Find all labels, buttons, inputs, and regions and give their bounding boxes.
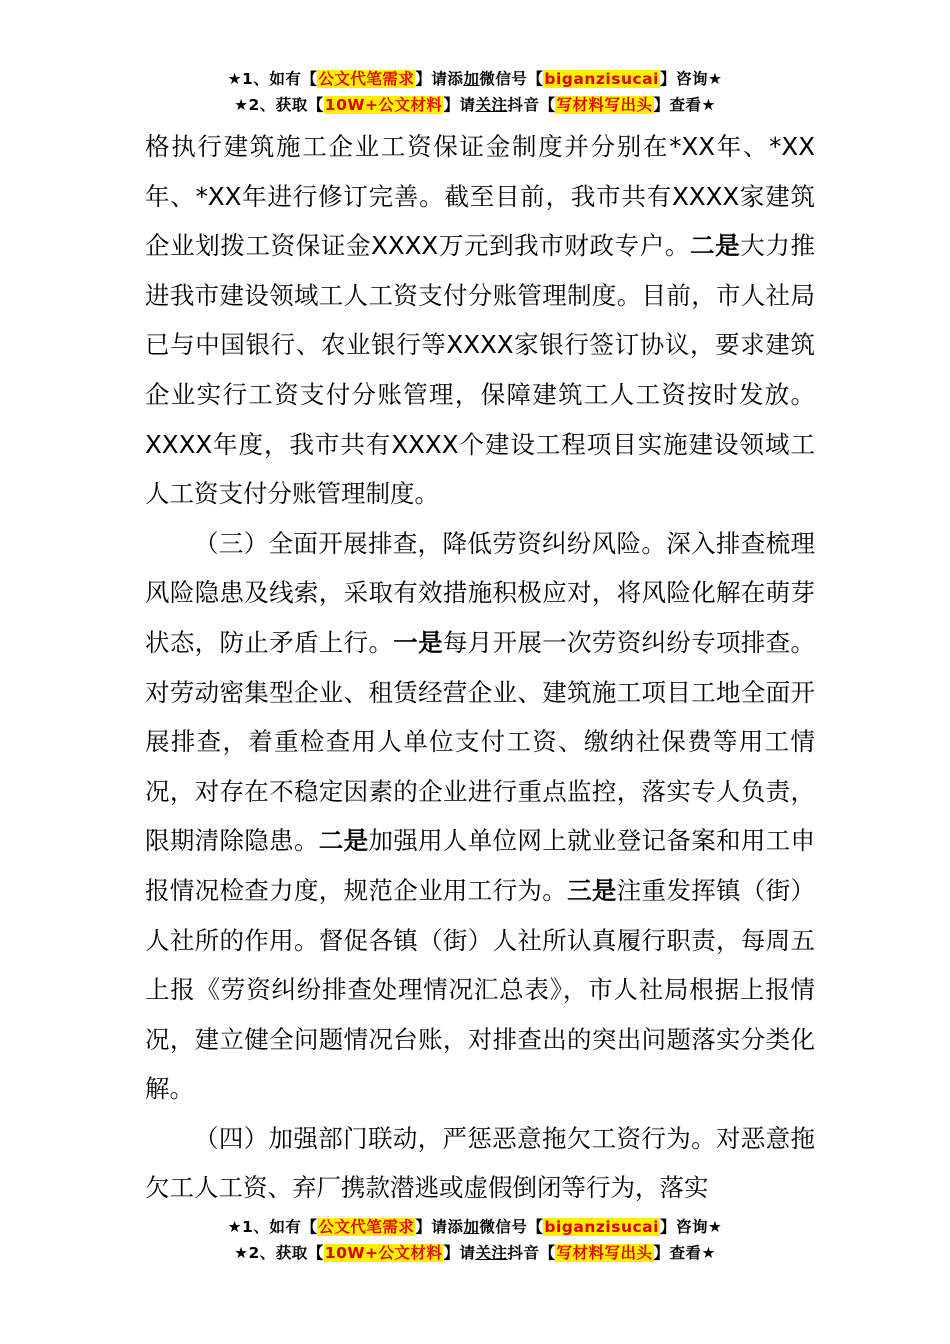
paragraph-2: （三）全面开展排查，降低劳资纠纷风险。深入排查梳理风险隐患及线索，采取有效措施积极应对，将风险化解在萌芽状态，防止矛盾上行。一是每月开展一次劳资纠纷专项排查。对劳动密集型企业、租赁经营企业、建筑施工项目工地全面开展排查，着重检查用人单位支付工资、缴纳社保费等用工情况，对存在不稳定因素的企业进行重点监控，落实专人负责，限期清除隐患。二是加强用人单位网上就业登记备案和用工申报情况检查力度，规范企业用工行为。三是注重发挥镇（街）人社所的作用。督促各镇（街）人社所认真履行职责，每周五上报《劳资纠纷排查处理情况汇总表》，市人社局根据上报情况，建立健全问题情况台账，对排查出的突出问题落实分类化解。 (145, 528, 816, 1104)
highlight-douyin-account: 写材料写出头 (556, 1244, 653, 1262)
highlight-wechat-id: biganzisucai (544, 1218, 659, 1236)
header-banner (0, 66, 950, 118)
banner-line-2: ★2、获取【10W+公文材料】请关注抖音【写材料写出头】查看★ (234, 96, 716, 114)
highlight-materials: 10W+公文材料 (324, 96, 443, 114)
highlight-writing-service: 公文代笔需求 (318, 1218, 415, 1236)
highlight-materials: 10W+公文材料 (324, 1244, 443, 1262)
paragraph-1: 格执行建筑施工企业工资保证金制度并分别在*XX年、*XX年、*XX年进行修订完善。截至目前，我市共有XXXX家建筑企业划拨工资保证金XXXX万元到我市财政专户。二是大力推进我市建设领域工人工资支付分账管理制度。目前，市人社局已与中国银行、农业银行等XXXX家银行签订协议，要求建筑企业实行工资支付分账管理，保障建筑工人工资按时发放。XXXX年度，我市共有XXXX个建设工程项目实施建设领域工人工资支付分账管理制度。 (145, 132, 816, 509)
footer-banner (0, 1214, 950, 1266)
highlight-douyin-account: 写材料写出头 (556, 96, 653, 114)
banner-line-2: ★2、获取【10W+公文材料】请关注抖音【写材料写出头】查看★ (234, 1244, 716, 1262)
banner-line-1: ★1、如有【公文代笔需求】请添加微信号【biganzisucai】咨询★ (227, 1218, 723, 1236)
highlight-writing-service: 公文代笔需求 (318, 70, 415, 88)
highlight-wechat-id: biganzisucai (544, 70, 659, 88)
document-body (145, 122, 815, 1213)
paragraph-3: （四）加强部门联动，严惩恶意拖欠工资行为。对恶意拖欠工人工资、弃厂携款潜逃或虚假倒闭等行为，落实 (145, 1123, 815, 1203)
banner-line-1: ★1、如有【公文代笔需求】请添加微信号【biganzisucai】咨询★ (227, 70, 723, 88)
